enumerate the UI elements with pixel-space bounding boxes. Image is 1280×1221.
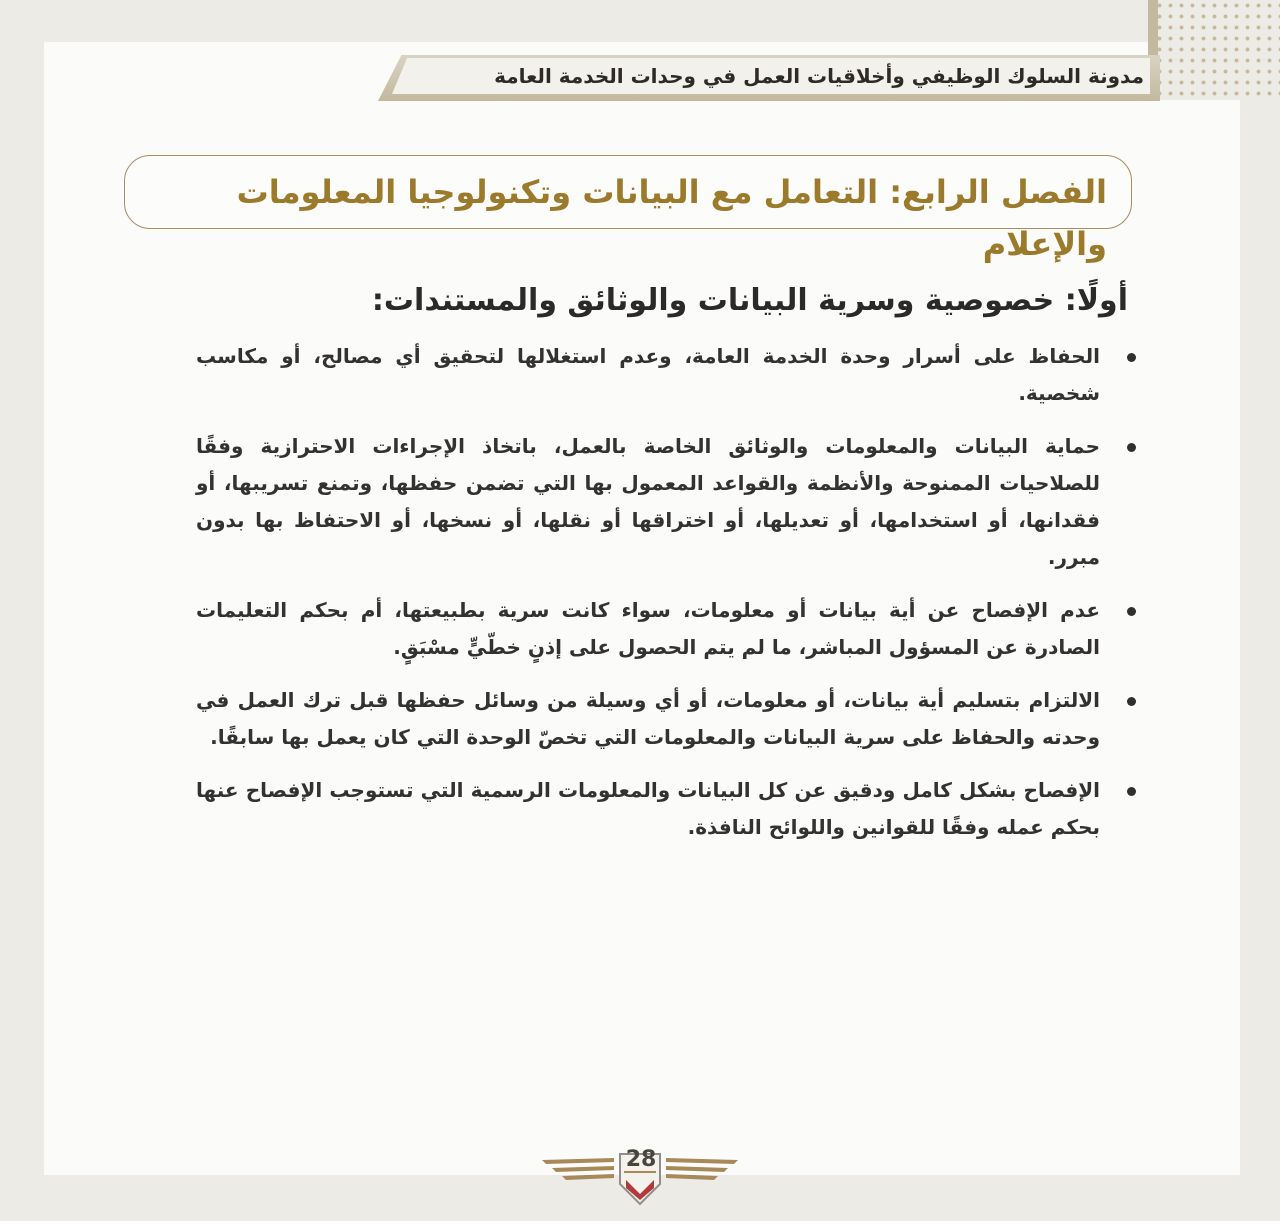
bullet-dot-icon <box>1127 443 1136 452</box>
section-heading: أولًا: خصوصية وسرية البيانات والوثائق والمستندات: <box>371 283 1128 318</box>
bullet-dot-icon <box>1127 787 1136 796</box>
bullet-item <box>196 428 1100 576</box>
bullet-dot-icon <box>1127 697 1136 706</box>
bullet-text: عدم الإفصاح عن أية بيانات أو معلومات، سواء كانت سرية بطبيعتها، أم بحكم التعليمات الصادرة عن المسؤول المباشر، ما لم يتم الحصول على إذنٍ خطّيٍّ مسْبَقٍ. <box>196 598 1100 659</box>
bullet-text: الالتزام بتسليم أية بيانات، أو معلومات، أو أي وسيلة من وسائل حفظها قبل ترك العمل في وحدته والحفاظ على سرية البيانات والمعلومات التي تخصّ الوحدة التي كان يعمل بها سابقًا. <box>196 688 1100 749</box>
bullet-item <box>196 682 1100 756</box>
dot-pattern-decoration <box>1154 0 1280 100</box>
running-title: مدونة السلوك الوظيفي وأخلاقيات العمل في وحدات الخدمة العامة <box>494 64 1144 88</box>
bullet-text: الإفصاح بشكل كامل ودقيق عن كل البيانات والمعلومات الرسمية التي تستوجب الإفصاح عنها بحكم عمله وفقًا للقوانين واللوائح النافذة. <box>196 778 1100 839</box>
page-number: 28 <box>625 1147 657 1172</box>
bullet-list <box>196 338 1100 862</box>
chapter-title-box <box>124 155 1132 263</box>
bullet-dot-icon <box>1127 607 1136 616</box>
bullet-item <box>196 592 1100 666</box>
bullet-item <box>196 772 1100 846</box>
bullet-dot-icon <box>1127 353 1136 362</box>
bullet-text: الحفاظ على أسرار وحدة الخدمة العامة، وعدم استغلالها لتحقيق أي مصالح، أو مكاسب شخصية. <box>196 344 1100 405</box>
chapter-title: الفصل الرابع: التعامل مع البيانات وتكنولوجيا المعلومات والإعلام <box>236 173 1107 263</box>
bullet-text: حماية البيانات والمعلومات والوثائق الخاصة بالعمل، باتخاذ الإجراءات الاحترازية وفقًا للصلاحيات الممنوحة والأنظمة والقواعد المعمول بها التي تضمن حفظها، وتمنع تسريبها، أو فقدانها، أو استخدامها، أو تعديلها، أو اختراقها أو نقلها، أو نسخها، أو الاحتفاظ بها بدون مبرر. <box>196 434 1100 569</box>
bullet-item <box>196 338 1100 412</box>
